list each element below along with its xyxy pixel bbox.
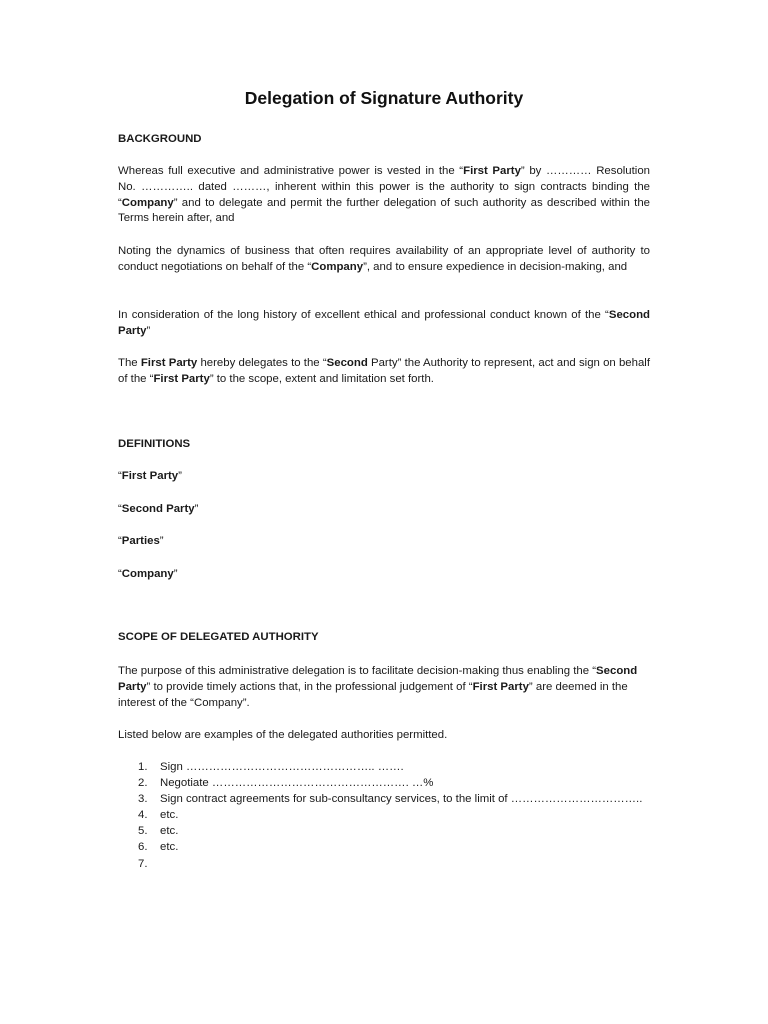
authority-list-item: [118, 808, 650, 824]
scope-paragraph-2: Listed below are examples of the delegated authorities permitted.: [118, 729, 448, 741]
authority-list-item: [118, 840, 650, 856]
list-number: 3.: [138, 793, 148, 806]
list-item-text: etc.: [160, 825, 179, 838]
document-title: Delegation of Signature Authority: [244, 88, 524, 108]
list-item-text: Sign ………………………………………….. …….: [160, 761, 404, 773]
list-number: 5.: [138, 825, 148, 838]
scope-paragraph-1: The purpose of this administrative delegation is to facilitate decision-making thus enabling the “Second Party” to provide timely actions that, in the professional judgement of “First Party” are deemed in the interest of the “Company”.: [118, 665, 638, 709]
list-number: 7.: [138, 857, 148, 870]
background-paragraph-1: Whereas full executive and administrative power is vested in the “First Party” by ………… Resolution No. ………….. dated ………, inherent within this power is the authority to sign contracts binding the “Company” and to delegate and permit the further delegation of such authority as described within the Terms herein after, and: [118, 165, 651, 225]
authority-list-item: [118, 760, 650, 776]
list-number: 6.: [138, 841, 148, 854]
authority-list-container: [118, 760, 650, 873]
scope-heading: SCOPE OF DELEGATED AUTHORITY: [118, 631, 319, 643]
authority-list-item: [118, 792, 650, 808]
list-number: 2.: [138, 777, 148, 790]
definitions-heading: DEFINITIONS: [118, 438, 191, 450]
definition-term: “Second Party”: [118, 503, 199, 515]
authority-list-item: [118, 857, 650, 873]
authority-list-item: [118, 776, 650, 792]
authority-list: [118, 760, 650, 873]
list-item-text: Negotiate ……………………………………………. …%: [160, 777, 434, 790]
background-heading: BACKGROUND: [118, 133, 202, 145]
list-item-text: Sign contract agreements for sub-consultancy services, to the limit of ……………………………..: [160, 793, 643, 806]
list-item-text: etc.: [160, 841, 179, 854]
background-paragraph-2: Noting the dynamics of business that often requires availability of an appropriate level of authority to conduct negotiations on behalf of the “Company”, and to ensure expedience in decision-making, and: [118, 245, 650, 273]
definition-term: “First Party”: [118, 470, 182, 482]
list-number: 4.: [138, 809, 148, 822]
background-paragraph-4: The First Party hereby delegates to the “Second Party” the Authority to represent, act and sign on behalf of the “First Party” to the scope, extent and limitation set forth.: [118, 357, 650, 385]
definition-term: “Parties”: [118, 535, 164, 547]
background-paragraph-3: In consideration of the long history of excellent ethical and professional conduct known of the “Second Party”: [118, 309, 650, 337]
authority-list-item: [118, 824, 650, 840]
definition-term: “Company”: [118, 568, 178, 580]
list-number: 1.: [138, 761, 148, 773]
list-item-text: etc.: [160, 809, 179, 822]
